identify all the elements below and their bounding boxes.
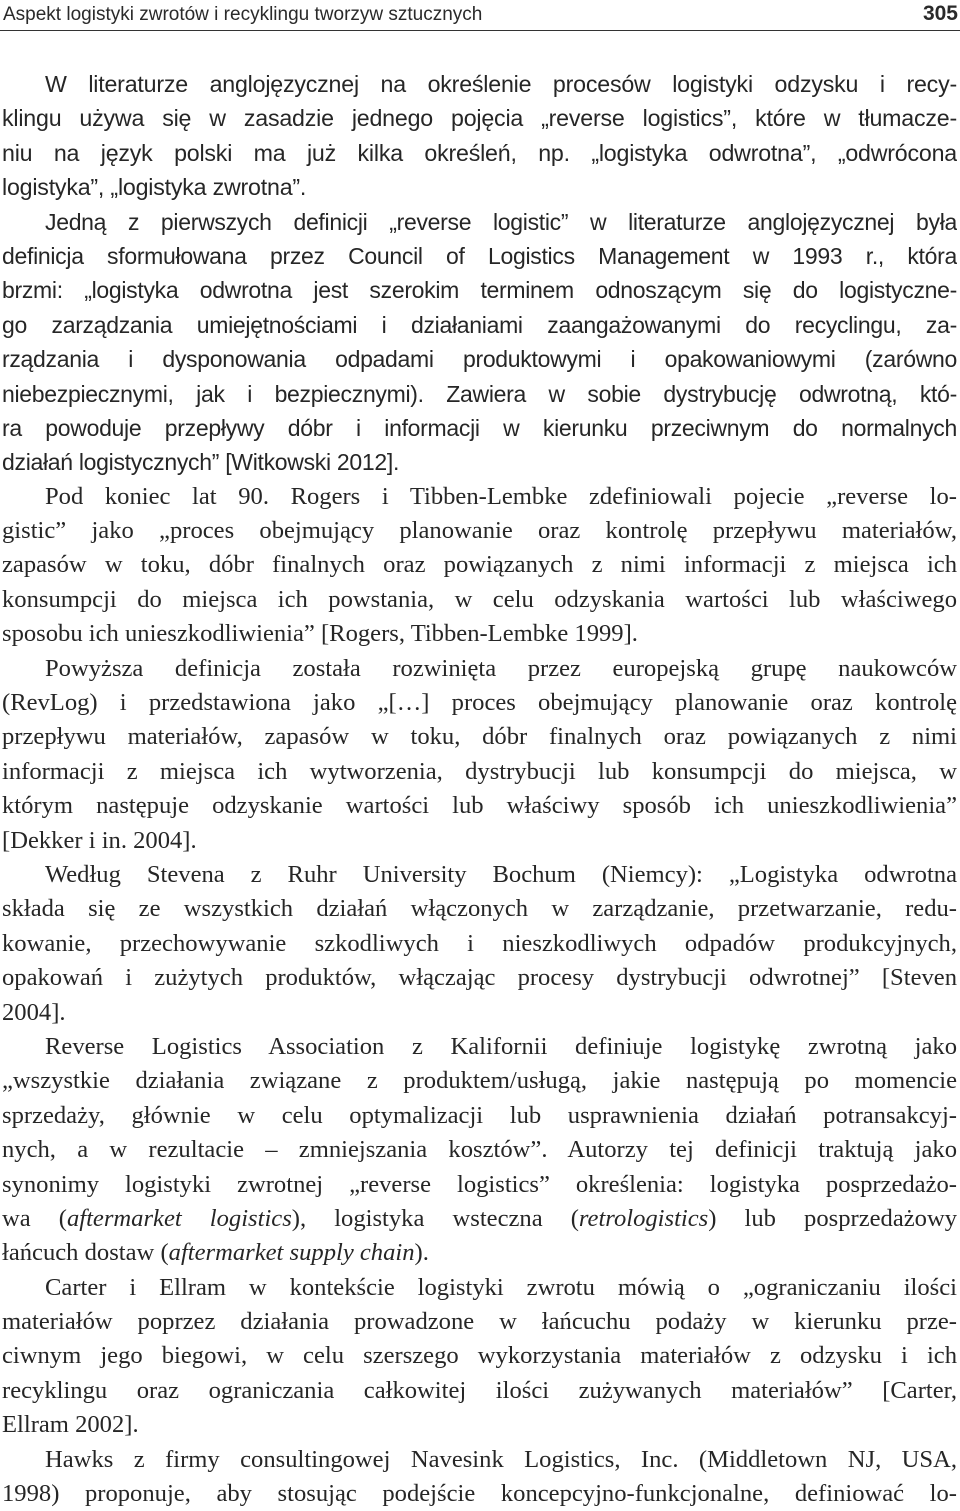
- italic-term: aftermarket logistics: [66, 1204, 292, 1232]
- paragraph-4: [2, 652, 957, 858]
- text-line: konsumpcji do miejsca ich powstania, w celu odzyskania wartości lub właściwego: [2, 585, 957, 613]
- running-header: [0, 0, 960, 31]
- text-line: niebezpiecznymi, jak i bezpiecznymi). Zawiera w sobie dystrybucję odwrotną, któ-: [2, 380, 957, 407]
- text-line: Powyższa definicja została rozwinięta przez europejską grupę naukowców: [45, 654, 957, 682]
- text-line-with-italics: [2, 1202, 957, 1236]
- italic-term: aftermarket supply chain: [168, 1239, 415, 1267]
- italic-term: retrologistics: [578, 1204, 709, 1232]
- text-line: Pod koniec lat 90. Rogers i Tibben-Lembke zdefiniowali pojecie „reverse lo-: [45, 482, 957, 510]
- text-line: ra powoduje przepływy dóbr i informacji w kierunku przeciwnym do normalnych: [2, 414, 957, 441]
- running-title: Aspekt logistyki zwrotów i recyklingu tworzyw sztucznych: [3, 4, 483, 25]
- text-line: przepływu materiałów, zapasów w toku, dóbr finalnych oraz powiązanych z nimi: [2, 723, 957, 751]
- text-run: łańcuch dostaw (: [2, 1239, 169, 1267]
- text-line: Carter i Ellram w kontekście logistyki zwrotu mówią o „ograniczaniu ilości: [45, 1273, 957, 1301]
- text-line: Według Stevena z Ruhr University Bochum (Niemcy): „Logistyka odwrotna: [45, 860, 957, 888]
- text-line: informacji z miejsca ich wytworzenia, dystrybucji lub konsumpcji do miejsca, w: [2, 757, 957, 785]
- paragraph-8: [2, 1443, 957, 1511]
- text-line: logistyka”, „logistyka zwrotna”.: [2, 174, 307, 201]
- body-text: [2, 67, 957, 1511]
- text-line: rządzania i dysponowania odpadami produktowymi i opakowaniowymi (zarówno: [2, 346, 957, 373]
- text-line: którym następuje odzyskanie wartości lub właściwy sposób ich unieszkodliwienia”: [2, 792, 957, 820]
- paragraph-6: [2, 1030, 957, 1271]
- text-run: ) lub posprzedażowy: [708, 1204, 957, 1232]
- text-line: Ellram 2002].: [2, 1411, 139, 1439]
- text-line: sprzedaży, głównie w celu optymalizacji lub usprawnienia działań potransakcyj-: [2, 1101, 957, 1129]
- text-line: klingu używa się w zasadzie jednego pojęcia „reverse logistics”, które w tłumacze-: [2, 105, 957, 132]
- text-line: Jedną z pierwszych definicji „reverse logistic” w literaturze anglojęzycznej była: [45, 208, 957, 235]
- text-line: zapasów w toku, dóbr finalnych oraz powiązanych z nimi informacji z miejsca ich: [2, 551, 957, 579]
- text-line: gistic” jako „proces obejmujący planowanie oraz kontrolę przepływu materiałów,: [2, 517, 957, 545]
- text-line: synonimy logistyki zwrotnej „reverse logistics” określenia: logistyka posprzedażo-: [2, 1170, 957, 1198]
- text-line: definicja sformułowana przez Council of Logistics Management w 1993 r., która: [2, 242, 957, 269]
- text-line: kowanie, przechowywanie szkodliwych i nieszkodliwych odpadów produkcyjnych,: [2, 929, 957, 957]
- text-run: ), logistyka wsteczna (: [291, 1204, 579, 1232]
- text-line: niu na język polski ma już kilka określeń, np. „logistyka odwrotna”, „odwrócona: [2, 139, 957, 166]
- text-line: [Dekker i in. 2004].: [2, 826, 197, 854]
- text-line: go zarządzania umiejętnościami i działaniami zaangażowanymi do recyclingu, za-: [2, 311, 957, 338]
- text-line: sposobu ich unieszkodliwienia” [Rogers, Tibben-Lembke 1999].: [2, 620, 638, 648]
- text-line: ciwnym jego biegowi, w celu szerszego wykorzystania materiałów z odzysku i ich: [2, 1342, 957, 1370]
- text-line: składa się ze wszystkich działań włączonych w zarządzanie, przetwarzanie, redu-: [2, 895, 957, 923]
- paragraph-3: [2, 480, 957, 652]
- page-number: 305: [922, 2, 958, 25]
- text-line: W literaturze anglojęzycznej na określenie procesów logistyki odzysku i recy-: [45, 71, 957, 97]
- text-line: nych, a w rezultacie – zmniejszania kosztów”. Autorzy tej definicji traktują jako: [2, 1136, 957, 1164]
- text-line: działań logistycznych” [Witkowski 2012].: [2, 449, 400, 476]
- text-line: materiałów poprzez działania prowadzone w łańcuchu podaży w kierunku prze-: [2, 1308, 957, 1336]
- text-line: 1998) proponuje, aby stosując podejście koncepcyjno-funkcjonalne, definiować lo-: [2, 1480, 957, 1508]
- text-line: 2004].: [2, 998, 66, 1026]
- text-line: recyklingu oraz ograniczania całkowitej ilości zużywanych materiałów” [Carter,: [2, 1376, 957, 1404]
- paragraph-1: [2, 67, 957, 205]
- paragraph-5: [2, 858, 957, 1030]
- paragraph-2: [2, 205, 957, 480]
- text-line: opakowań i zużytych produktów, włączając procesy dystrybucji odwrotnej” [Steven: [2, 964, 957, 992]
- text-run: wa (: [2, 1204, 67, 1232]
- text-line: Reverse Logistics Association z Kalifornii definiuje logistykę zwrotną jako: [45, 1032, 957, 1060]
- text-line-with-italics: [2, 1236, 957, 1270]
- text-line: „wszystkie działania związane z produktem/usługą, jakie następują po momencie: [2, 1067, 957, 1095]
- text-run: ).: [414, 1239, 429, 1267]
- text-line: brzmi: „logistyka odwrotna jest szerokim terminem odnoszącym się do logistyczne-: [2, 277, 957, 304]
- text-line: (RevLog) i przedstawiona jako „[…] proces obejmujący planowanie oraz kontrolę: [2, 689, 957, 717]
- paragraph-7: [2, 1271, 957, 1443]
- text-line: Hawks z firmy consultingowej Navesink Logistics, Inc. (Middletown NJ, USA,: [45, 1445, 957, 1473]
